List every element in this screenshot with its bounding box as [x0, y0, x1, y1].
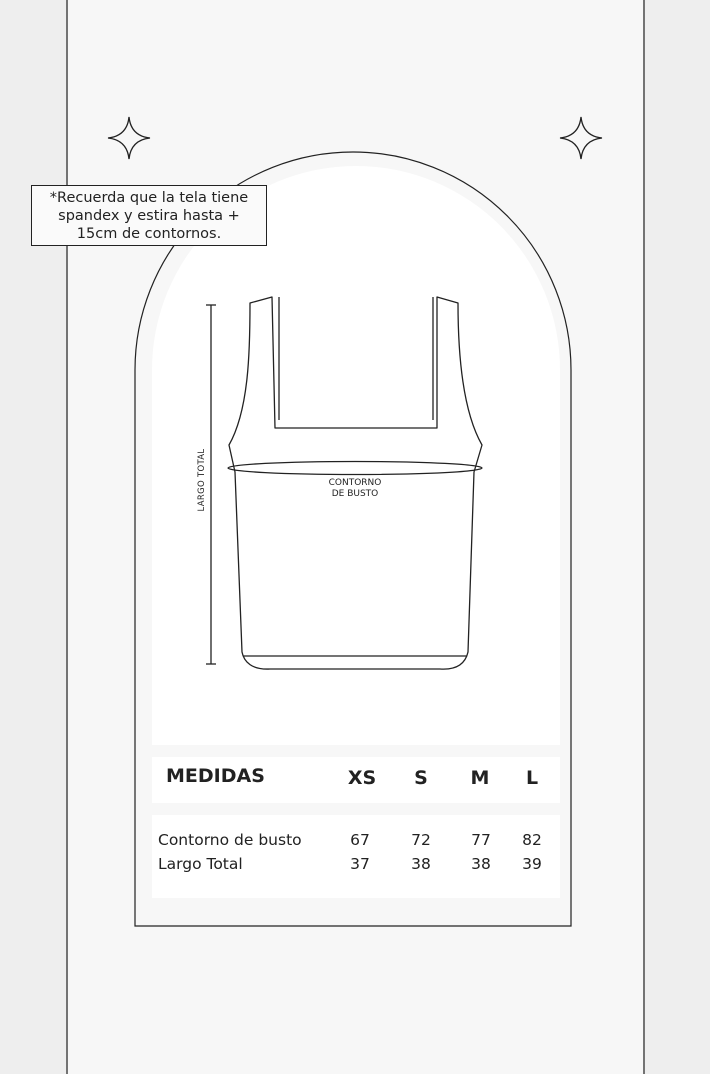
table-cell: 38 [411, 855, 431, 873]
note-line-1: *Recuerda que la tela tiene [49, 190, 249, 206]
size-header-l: L [525, 767, 539, 789]
table-cell: 82 [522, 831, 542, 849]
note-line-2: spandex y estira hasta + [58, 208, 240, 224]
table-cell: 67 [350, 831, 370, 849]
row-label-length: Largo Total [158, 855, 243, 873]
note-line-3: 15cm de contornos. [76, 226, 222, 242]
arch-inner [152, 166, 560, 745]
size-header-xs: XS [347, 767, 377, 789]
size-header-s: S [414, 767, 428, 789]
bust-label [329, 478, 382, 500]
size-header-m: M [470, 767, 490, 789]
table-cell: 77 [471, 831, 491, 849]
table-title: MEDIDAS [166, 765, 265, 787]
table-cell: 38 [471, 855, 491, 873]
bust-label-line-1: CONTORNO [328, 478, 382, 488]
row-label-bust: Contorno de busto [158, 831, 302, 849]
table-cell: 39 [522, 855, 542, 873]
bust-label-line-2: DE BUSTO [331, 489, 379, 499]
length-label: LARGO TOTAL [197, 448, 207, 512]
table-cell: 37 [350, 855, 370, 873]
table-cell: 72 [411, 831, 431, 849]
fabric-stretch-note [31, 185, 267, 246]
